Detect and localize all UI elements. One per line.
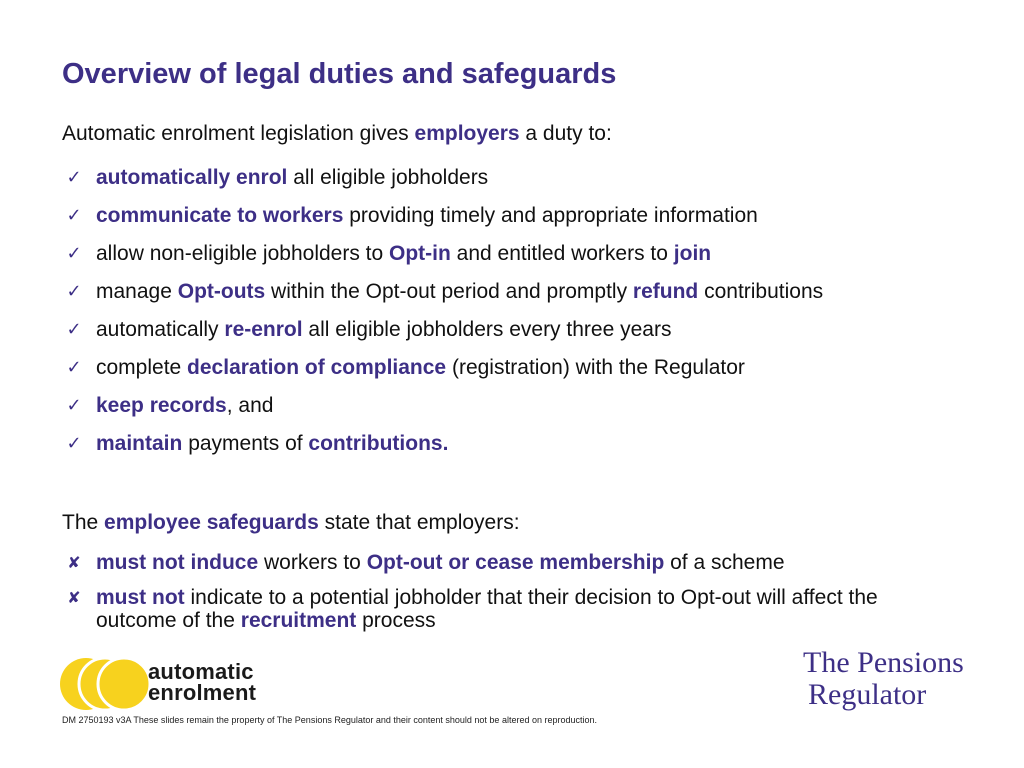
- body-text: (registration) with the Regulator: [446, 356, 745, 379]
- checkmark-icon: ✓: [66, 243, 82, 263]
- body-text: payments of: [182, 432, 309, 455]
- body-text: workers to: [258, 551, 367, 574]
- body-text: allow non-eligible jobholders to: [96, 242, 390, 265]
- highlight-text: join: [673, 242, 712, 265]
- footer-disclaimer: DM 2750193 v3A These slides remain the property of The Pensions Regulator and their content should not be altered on reproduction.: [62, 715, 598, 725]
- slide-title: Overview of legal duties and safeguards: [62, 58, 617, 90]
- duties-intro: [62, 122, 612, 146]
- list-item: [62, 394, 962, 417]
- list-item: [62, 356, 962, 379]
- body-text: of a scheme: [664, 551, 785, 574]
- checkmark-icon: ✓: [66, 167, 82, 187]
- body-text: complete: [96, 356, 188, 379]
- body-text: manage: [96, 280, 178, 303]
- duties-intro-bold: employers: [414, 122, 520, 145]
- highlight-text: Opt-out or cease membership: [366, 551, 665, 574]
- safeguards-intro: [62, 511, 520, 535]
- duties-intro-before: Automatic enrolment legislation gives: [62, 122, 415, 145]
- body-text: within the Opt-out period and promptly: [265, 280, 633, 303]
- list-item: [62, 551, 962, 574]
- cross-icon: ✘: [67, 590, 81, 607]
- cross-icon: ✘: [67, 555, 81, 572]
- safeguards-list: [62, 551, 962, 644]
- highlight-text: declaration of compliance: [187, 356, 447, 379]
- list-item: [62, 432, 962, 455]
- highlight-text: Opt-outs: [177, 280, 266, 303]
- checkmark-icon: ✓: [66, 433, 82, 453]
- highlight-text: refund: [632, 280, 699, 303]
- list-item: [62, 586, 962, 632]
- highlight-text: must not: [96, 586, 185, 609]
- body-text: automatically: [96, 318, 225, 341]
- highlight-text: Opt-in: [389, 242, 451, 265]
- body-text: contributions: [698, 280, 824, 303]
- body-text: all eligible jobholders every three years: [302, 318, 672, 341]
- highlight-text: keep records: [96, 394, 227, 417]
- list-item: [62, 318, 962, 341]
- body-text: , and: [226, 394, 274, 417]
- body-text: indicate to a potential jobholder that their decision to Opt-out will affect the outcome of the: [96, 586, 878, 632]
- list-item: [62, 242, 962, 265]
- highlight-text: contributions.: [308, 432, 449, 455]
- list-item: [62, 166, 962, 189]
- highlight-text: re-enrol: [224, 318, 303, 341]
- highlight-text: maintain: [96, 432, 183, 455]
- safeguards-intro-before: The: [62, 511, 105, 534]
- duties-intro-after: a duty to:: [519, 122, 612, 145]
- logo-ae-line1: automatic: [148, 659, 254, 684]
- body-text: process: [356, 609, 436, 632]
- checkmark-icon: ✓: [66, 357, 82, 377]
- highlight-text: recruitment: [240, 609, 357, 632]
- checkmark-icon: ✓: [66, 205, 82, 225]
- highlight-text: must not induce: [96, 551, 259, 574]
- list-item: [62, 280, 962, 303]
- body-text: providing timely and appropriate information: [343, 204, 758, 227]
- logo-ae-line2: enrolment: [148, 680, 257, 705]
- highlight-text: communicate to workers: [96, 204, 344, 227]
- checkmark-icon: ✓: [66, 395, 82, 415]
- duties-list: [62, 166, 962, 470]
- safeguards-intro-bold: employee safeguards: [104, 511, 319, 534]
- checkmark-icon: ✓: [66, 319, 82, 339]
- logo-tpr-line1: The Pensions: [803, 646, 964, 679]
- body-text: all eligible jobholders: [287, 166, 489, 189]
- highlight-text: automatically enrol: [96, 166, 288, 189]
- logo-tpr-line2: Regulator: [808, 678, 927, 711]
- list-item: [62, 204, 962, 227]
- safeguards-intro-after: state that employers:: [318, 511, 520, 534]
- checkmark-icon: ✓: [66, 281, 82, 301]
- body-text: and entitled workers to: [450, 242, 674, 265]
- pensions-regulator-logo: [803, 647, 964, 711]
